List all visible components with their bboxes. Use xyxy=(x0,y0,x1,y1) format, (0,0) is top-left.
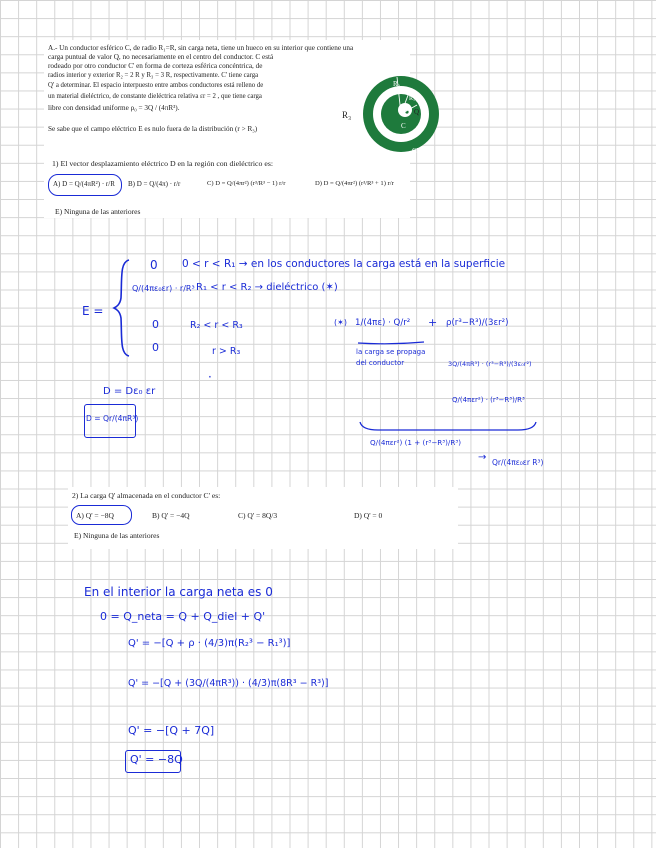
intro-line: rodeado por otro conductor C' en forma de corteza esférica concéntrica, de xyxy=(48,62,263,70)
intro-line: un material dieléctrico, de constante dieléctrica relativa εr = 2 , que tiene carga xyxy=(48,93,262,100)
q1-option-c: C) D = Q/(4πr²) (r³/R³ − 1) r/r xyxy=(207,180,286,187)
q1-option-a: A) D = Q/(4πR²) · r/R xyxy=(53,180,115,188)
question-1: 1) El vector desplazamiento eléctrico D en la región con dieléctrico es: xyxy=(52,159,274,168)
bracket-under xyxy=(358,420,538,434)
label-q: Q xyxy=(414,108,420,116)
brace-left xyxy=(112,258,132,358)
solution-line-1: 0 = Q_neta = Q + Q_diel + Q' xyxy=(100,610,266,623)
question-2: 2) La carga Q' almacenada en el conductor C' es: xyxy=(72,491,221,500)
dot-mark: · xyxy=(208,370,212,384)
intro-line: Q' a determinar. El espacio interpuesto entre ambos conductores está relleno de xyxy=(48,82,264,89)
step-line-4: Q/(4πεr²) (1 + (r³−R³)/R³) xyxy=(370,438,462,447)
q2-option-b: B) Q' = −4Q xyxy=(152,511,190,520)
case3-condition: R₂ < r < R₃ xyxy=(190,320,243,331)
solution-title: En el interior la carga neta es 0 xyxy=(84,585,273,599)
underline-term-1 xyxy=(356,340,426,346)
step-line-2: 3Q/(4πR³) · (r³−R³)/(3ε₀r²) xyxy=(448,360,532,368)
term-2: ρ(r³−R³)/(3εr²) xyxy=(446,318,509,328)
d-relation: D = Dε₀ εr xyxy=(103,386,156,397)
star-mark: (✶) xyxy=(334,318,347,327)
case3-value: 0 xyxy=(152,318,159,331)
case1-condition: 0 < r < R₁ → en los conductores la carga está en la superficie xyxy=(182,258,506,270)
note-line-1: la carga se propaga xyxy=(356,348,426,356)
intro-line: libre con densidad uniforme ρ₀ = 3Q / (4πR³). xyxy=(48,104,180,112)
label-cprime: C' xyxy=(412,147,418,155)
case2-condition: R₁ < r < R₂ → dieléctrico (✶) xyxy=(196,282,338,293)
solution-line-5: Q' = −8Q xyxy=(130,753,183,766)
case4-value: 0 xyxy=(152,341,159,354)
case4-condition: r > R₃ xyxy=(212,346,241,357)
q2-option-c: C) Q' = 8Q/3 xyxy=(238,511,278,520)
q2-option-a: A) Q' = −8Q xyxy=(76,511,114,520)
solution-line-4: Q' = −[Q + 7Q] xyxy=(128,724,215,737)
case2-value: Q/(4πε₀εr) · r/R³ xyxy=(132,284,195,293)
result-text: Qr/(4πε₀εr R³) xyxy=(492,458,544,467)
intro-line: Se sabe que el campo eléctrico E es nulo fuera de la distribución (r > R₃) xyxy=(48,125,258,133)
note-line-2: del conductor xyxy=(356,359,405,367)
q2-option-e: E) Ninguna de las anteriores xyxy=(74,531,160,540)
plus-sign: + xyxy=(428,316,438,329)
label-r3: R₃ xyxy=(342,110,352,120)
intro-line: radios interior y exterior R₂ = 2 R y R₃ = 3 R, respectivamente. C' tiene carga xyxy=(48,72,259,79)
solution-line-2: Q' = −[Q + ρ · (4/3)π(R₂³ − R₁³)] xyxy=(128,638,291,649)
intro-line: carga puntual de valor Q, no necesariamente en el centro del conductor. C está xyxy=(48,53,274,61)
q1-answer-circle xyxy=(48,174,122,196)
q1-option-d: D) D = Q/(4πr²) (r³/R³ + 1) r/r xyxy=(315,180,394,187)
step-line-3: Q/(4πεr²) · (r³−R³)/R³ xyxy=(452,396,525,404)
d-boxed-text: D = Qr/(4πR³) xyxy=(86,414,139,423)
label-r1: R₁ xyxy=(409,96,416,102)
label-c: C xyxy=(401,122,406,130)
case1-value: 0 xyxy=(150,258,158,272)
q2-option-d: D) Q' = 0 xyxy=(354,511,383,520)
q1-option-b: B) D = Q/(4π) · r/r xyxy=(128,180,181,188)
solution-line-3: Q' = −[Q + (3Q/(4πR³)) · (4/3)π(8R³ − R³)] xyxy=(128,678,329,689)
concentric-spheres-figure xyxy=(361,74,441,154)
label-r2: R₂ xyxy=(393,80,401,88)
term-1: 1/(4πε) · Q/r² xyxy=(355,318,411,328)
arrow-mark: → xyxy=(478,452,487,463)
e-label: E = xyxy=(82,304,104,318)
q1-option-e: E) Ninguna de las anteriores xyxy=(55,207,141,216)
intro-line: A.- Un conductor esférico C, de radio R₁=R, sin carga neta, tiene un hueco en su interior que contiene una xyxy=(48,44,354,52)
q2-answer-circle xyxy=(71,505,132,525)
